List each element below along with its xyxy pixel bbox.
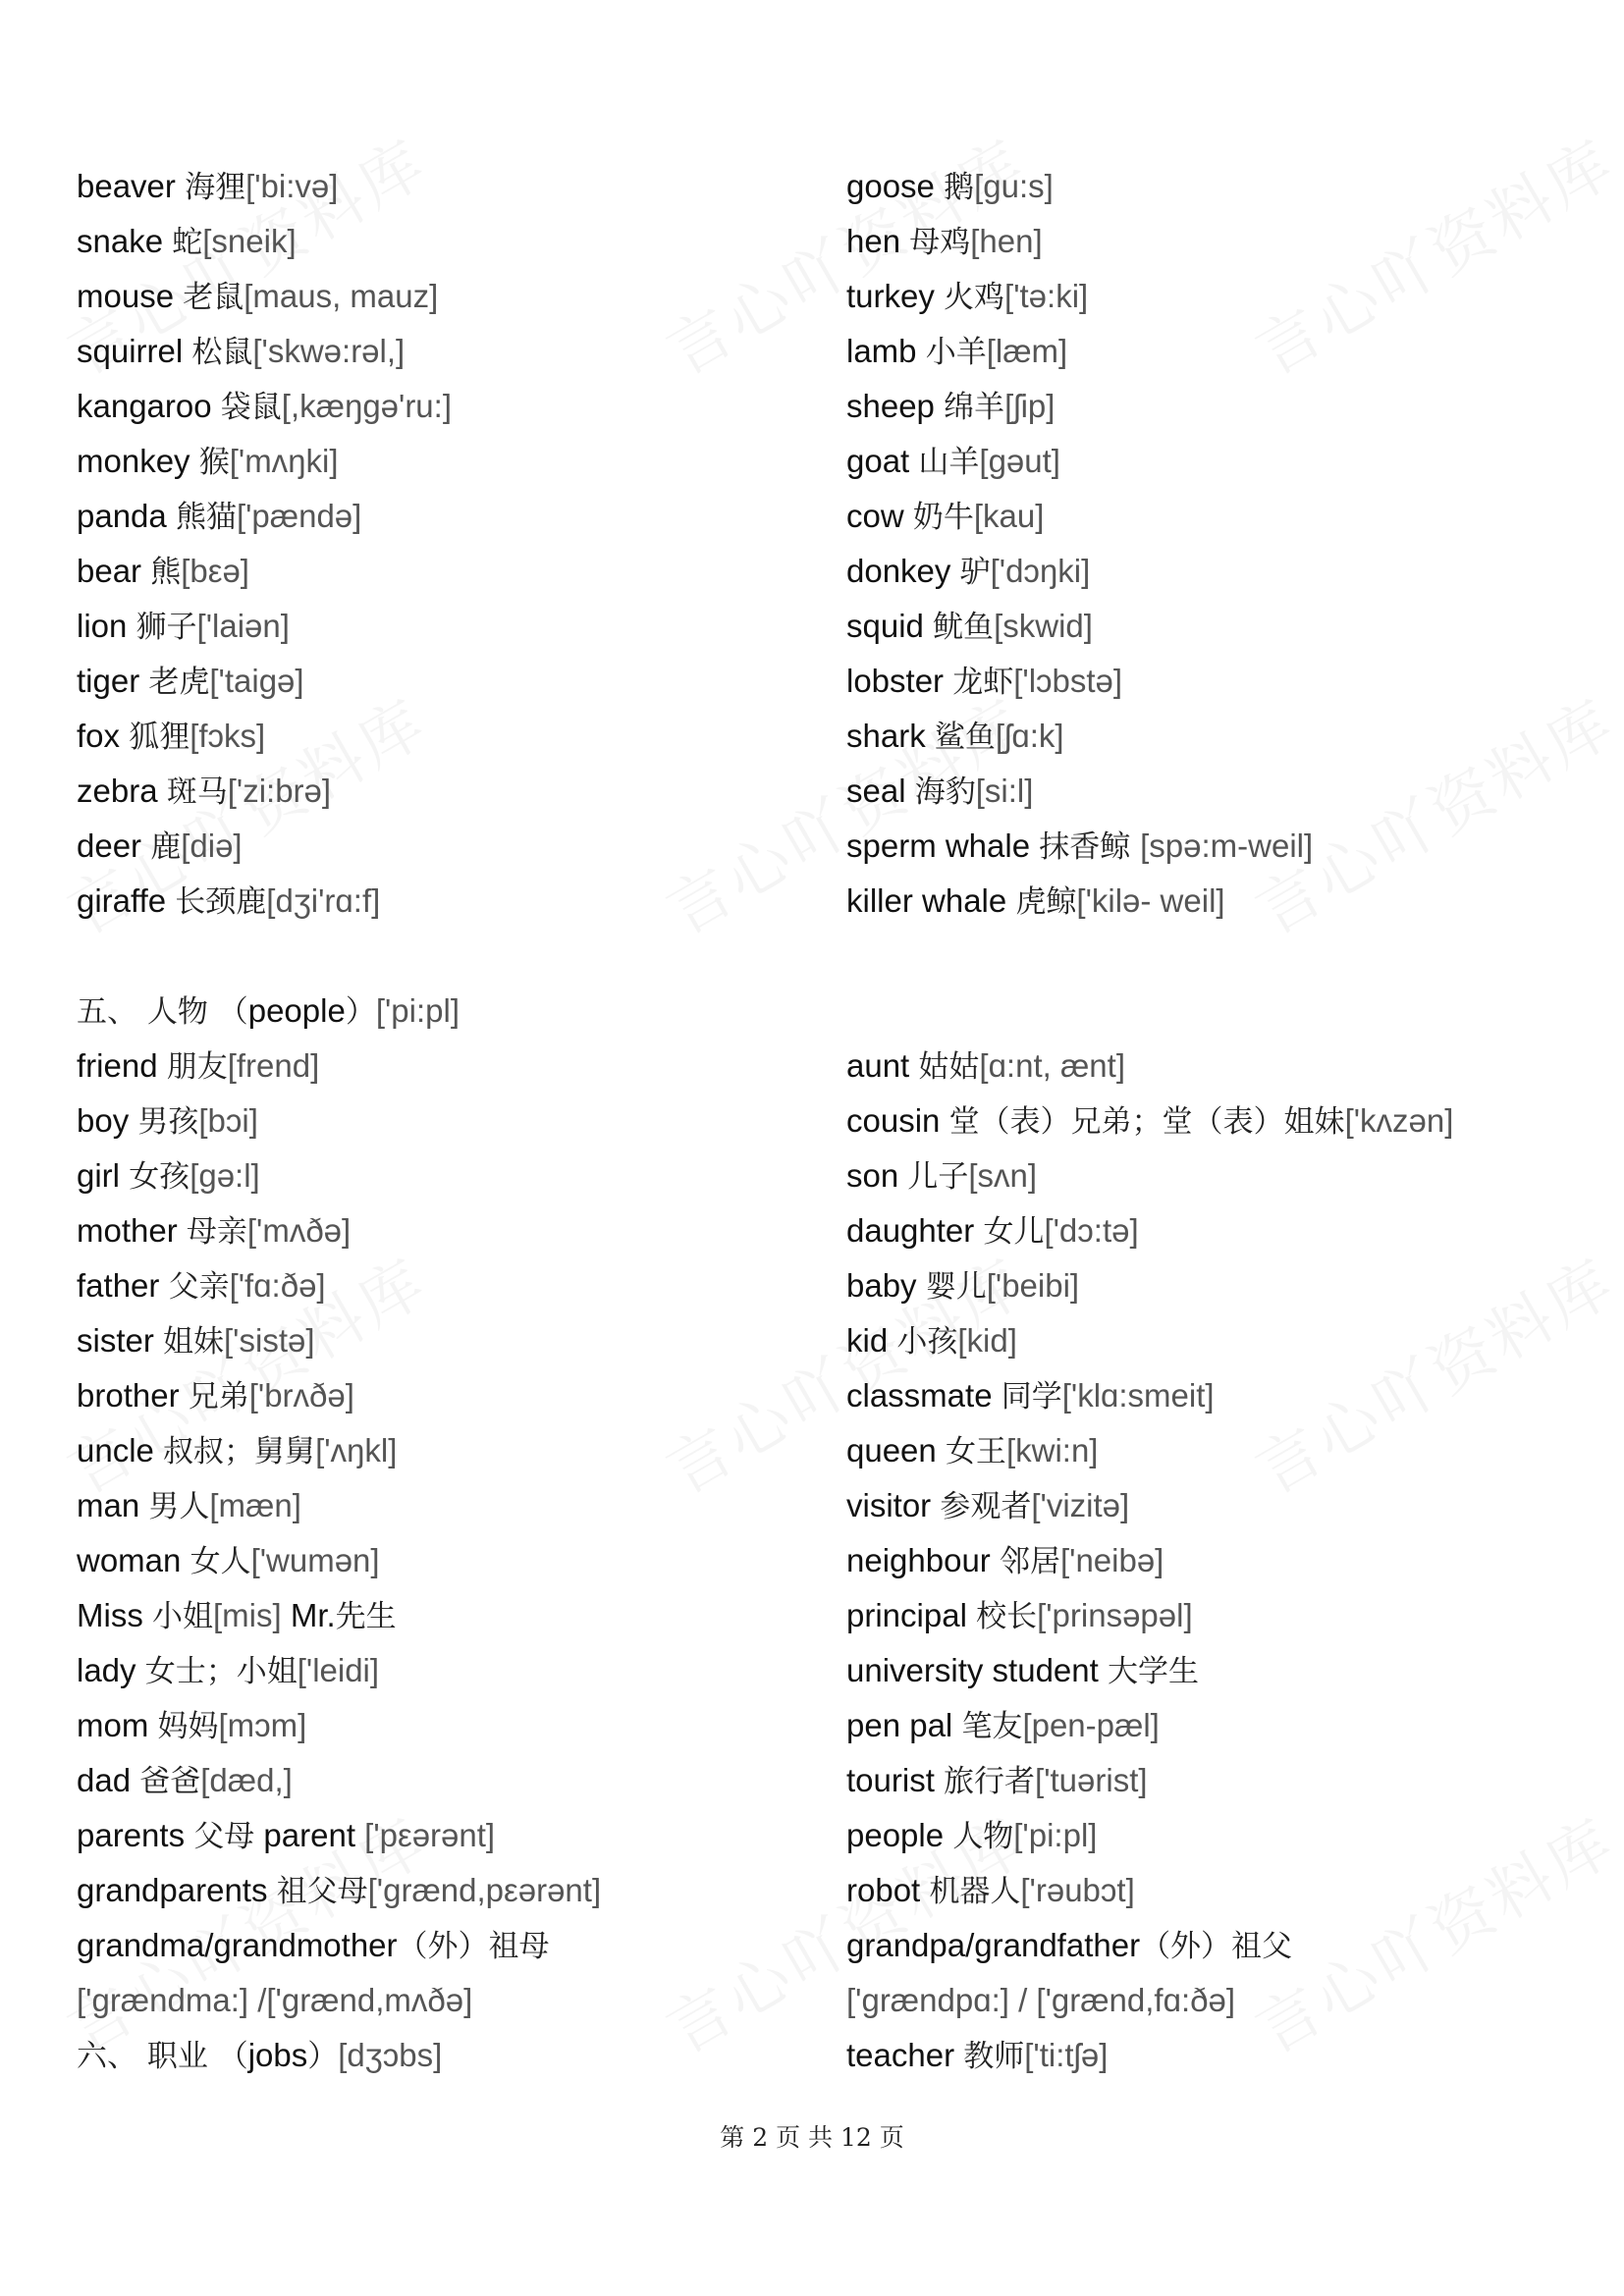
english-word: lamb bbox=[846, 333, 926, 369]
english-word: neighbour bbox=[846, 1542, 1000, 1578]
chinese-meaning: 火鸡 bbox=[944, 280, 1005, 315]
phonetic: ['rəubɔt] bbox=[1020, 1872, 1135, 1908]
phonetic: [sneik] bbox=[202, 223, 297, 259]
phonetic: ['skwə:rəl,] bbox=[252, 333, 406, 369]
word-entry bbox=[846, 772, 1033, 811]
english-word: shark bbox=[846, 718, 935, 754]
phonetic: ['taigə] bbox=[209, 663, 304, 699]
phonetic: [gəut] bbox=[979, 443, 1060, 479]
word-entry bbox=[846, 1706, 1160, 1745]
english-word: cousin bbox=[846, 1102, 949, 1139]
word-entry bbox=[846, 1981, 1235, 2020]
chinese-meaning: 堂（表）兄弟；堂（表）姐妹 bbox=[948, 1104, 1345, 1140]
phonetic: ['tə:ki] bbox=[1004, 278, 1089, 314]
english-word: classmate bbox=[846, 1377, 1001, 1414]
phonetic: ['brʌðə] bbox=[248, 1377, 354, 1414]
english-word: jobs bbox=[247, 2037, 308, 2073]
phonetic: ['dɔ:tə] bbox=[1044, 1212, 1139, 1249]
chinese-meaning: 鲨鱼 bbox=[934, 720, 996, 755]
word-entry bbox=[846, 2036, 1108, 2075]
phonetic: [ɑ:nt, ænt] bbox=[979, 1047, 1125, 1084]
chinese-meaning: 参观者 bbox=[940, 1489, 1032, 1524]
english-word: sperm whale bbox=[846, 828, 1040, 864]
chinese-meaning: 朋友 bbox=[166, 1049, 228, 1085]
english-word: university student bbox=[846, 1652, 1108, 1688]
english-word: killer whale bbox=[846, 882, 1016, 919]
word-entry bbox=[846, 442, 1060, 481]
phonetic: ['wumən] bbox=[250, 1542, 380, 1578]
phonetic: ['bi:və] bbox=[245, 168, 339, 204]
word-entry bbox=[77, 277, 438, 316]
word-entry bbox=[846, 1101, 1453, 1141]
watermark-text bbox=[1237, 1233, 1624, 1512]
chinese-meaning: 笔友 bbox=[961, 1709, 1023, 1744]
word-entry bbox=[846, 222, 1043, 261]
chinese-meaning: 小姐 bbox=[152, 1599, 213, 1634]
word-entry bbox=[846, 1541, 1164, 1580]
phonetic: [dæd,] bbox=[200, 1762, 293, 1798]
word-entry bbox=[77, 1321, 315, 1361]
word-entry bbox=[846, 332, 1067, 371]
english-word: girl bbox=[77, 1157, 130, 1194]
chinese-meaning: 大学生 bbox=[1107, 1654, 1199, 1689]
english-word: squirrel bbox=[77, 333, 192, 369]
phonetic: [mɔm] bbox=[218, 1707, 307, 1743]
english-word: beaver bbox=[77, 168, 186, 204]
phonetic: [læm] bbox=[986, 333, 1068, 369]
chinese-meaning: 兄弟 bbox=[188, 1379, 249, 1415]
chinese-meaning: 人物 bbox=[952, 1819, 1014, 1854]
chinese-meaning: 父亲 bbox=[168, 1269, 230, 1305]
chinese-meaning: 女人 bbox=[189, 1544, 251, 1579]
english-word: monkey bbox=[77, 443, 199, 479]
phonetic: ['pi:pl] bbox=[1013, 1817, 1098, 1853]
english-word: goose bbox=[846, 168, 945, 204]
word-entry bbox=[846, 497, 1044, 536]
word-entry bbox=[846, 607, 1093, 646]
word-entry bbox=[77, 1541, 380, 1580]
phonetic: [si:l] bbox=[975, 773, 1034, 809]
phonetic: ['pεərənt] bbox=[364, 1817, 496, 1853]
phonetic: [sʌn] bbox=[968, 1157, 1038, 1194]
word-entry bbox=[846, 1376, 1215, 1415]
english-word: deer bbox=[77, 828, 151, 864]
phonetic: [diə] bbox=[181, 828, 243, 864]
english-word: daughter bbox=[846, 1212, 984, 1249]
phonetic: ['laiən] bbox=[196, 608, 290, 644]
english-word: principal bbox=[846, 1597, 977, 1633]
english-word: brother bbox=[77, 1377, 189, 1414]
word-entry bbox=[846, 1266, 1079, 1306]
english-word: robot bbox=[846, 1872, 930, 1908]
chinese-meaning: 龙虾 bbox=[952, 665, 1014, 700]
chinese-meaning: 绵羊 bbox=[944, 390, 1005, 425]
chinese-meaning: 邻居 bbox=[999, 1544, 1060, 1579]
phonetic: ['grændma:] /['grænd,mʌðə] bbox=[77, 1982, 473, 2018]
english-word: mouse bbox=[77, 278, 184, 314]
phonetic: ['vizitə] bbox=[1031, 1487, 1130, 1523]
chinese-meaning: 婴儿 bbox=[925, 1269, 987, 1305]
english-word: cow bbox=[846, 498, 913, 534]
english-word: grandpa/grandfather bbox=[846, 1927, 1141, 1963]
chinese-meaning: 女儿 bbox=[983, 1214, 1045, 1250]
word-entry bbox=[77, 772, 331, 811]
page-footer: 第 2 页 共 12 页 bbox=[720, 2123, 904, 2152]
word-entry bbox=[77, 1211, 351, 1251]
chinese-meaning: （外）祖母 bbox=[397, 1929, 550, 1964]
phonetic: [fɔks] bbox=[189, 718, 266, 754]
phonetic: [ʃip] bbox=[1004, 388, 1056, 424]
english-word: son bbox=[846, 1157, 908, 1194]
english-word: lobster bbox=[846, 663, 953, 699]
english-word: donkey bbox=[846, 553, 960, 589]
word-entry bbox=[846, 1871, 1135, 1910]
chinese-meaning: 父母 bbox=[193, 1819, 255, 1854]
word-entry bbox=[846, 1211, 1139, 1251]
english-word: fox bbox=[77, 718, 130, 754]
english-word: parents bbox=[77, 1817, 194, 1853]
english-word: sister bbox=[77, 1322, 164, 1359]
chinese-meaning: 鱿鱼 bbox=[933, 610, 995, 645]
chinese-meaning: 男孩 bbox=[137, 1104, 199, 1140]
chinese-meaning: 斑马 bbox=[166, 774, 228, 810]
english-word: bear bbox=[77, 553, 151, 589]
phonetic: [kau] bbox=[973, 498, 1045, 534]
phonetic: ['beibi] bbox=[986, 1267, 1080, 1304]
chinese-meaning: 儿子 bbox=[907, 1159, 969, 1195]
word-entry bbox=[77, 1871, 601, 1910]
phonetic: ['fɑ:ðə] bbox=[229, 1267, 326, 1304]
english-word: giraffe bbox=[77, 882, 176, 919]
word-entry bbox=[77, 1596, 397, 1635]
phonetic: ['zi:brə] bbox=[227, 773, 332, 809]
phonetic: [mæn] bbox=[209, 1487, 301, 1523]
word-entry bbox=[77, 1266, 326, 1306]
english-word: Mr. bbox=[281, 1597, 336, 1633]
word-entry bbox=[77, 1816, 495, 1855]
word-entry bbox=[77, 387, 452, 426]
english-word: uncle bbox=[77, 1432, 164, 1468]
word-entry bbox=[77, 442, 339, 481]
phonetic: [pen-pæl] bbox=[1022, 1707, 1160, 1743]
chinese-meaning: 先生 bbox=[335, 1599, 397, 1634]
english-word: Miss bbox=[77, 1597, 152, 1633]
word-entry bbox=[77, 1486, 301, 1525]
phonetic: ['mʌŋki] bbox=[229, 443, 339, 479]
chinese-meaning: （外）祖父 bbox=[1140, 1929, 1293, 1964]
phonetic: ['kʌzən] bbox=[1344, 1102, 1454, 1139]
chinese-meaning: 虎鲸 bbox=[1015, 884, 1077, 920]
chinese-meaning: 女士；小姐 bbox=[144, 1654, 298, 1689]
english-word: panda bbox=[77, 498, 176, 534]
chinese-meaning: 女孩 bbox=[129, 1159, 190, 1195]
chinese-meaning: 祖父母 bbox=[276, 1874, 368, 1909]
chinese-meaning: 机器人 bbox=[929, 1874, 1021, 1909]
word-entry bbox=[846, 1816, 1097, 1855]
chinese-meaning: 老虎 bbox=[148, 665, 210, 700]
phonetic: [bεə] bbox=[181, 553, 249, 589]
word-entry bbox=[77, 1981, 472, 2020]
word-entry bbox=[846, 827, 1313, 866]
chinese-meaning: 袋鼠 bbox=[220, 390, 282, 425]
english-word: grandma/grandmother bbox=[77, 1927, 398, 1963]
phonetic: [dʒi'rɑ:f] bbox=[266, 882, 381, 919]
phonetic: [ʃɑ:k] bbox=[995, 718, 1064, 754]
watermark-text bbox=[1237, 1792, 1624, 2071]
word-entry bbox=[77, 827, 243, 866]
word-entry bbox=[846, 1486, 1129, 1525]
word-entry bbox=[846, 1761, 1148, 1800]
chinese-meaning: 山羊 bbox=[918, 445, 980, 480]
chinese-meaning: 松鼠 bbox=[191, 335, 253, 370]
english-word: hen bbox=[846, 223, 910, 259]
phonetic: ['neibə] bbox=[1059, 1542, 1164, 1578]
chinese-meaning: 奶牛 bbox=[912, 500, 974, 535]
phonetic: ['lɔbstə] bbox=[1013, 663, 1123, 699]
chinese-meaning: 海豹 bbox=[914, 774, 976, 810]
english-word: man bbox=[77, 1487, 149, 1523]
word-entry bbox=[846, 552, 1090, 591]
word-entry bbox=[846, 1651, 1199, 1690]
phonetic: [gu:s] bbox=[974, 168, 1054, 204]
chinese-meaning: 同学 bbox=[1001, 1379, 1062, 1415]
phonetic: [maus, mauz] bbox=[244, 278, 439, 314]
chinese-meaning: 女王 bbox=[945, 1434, 1006, 1469]
chinese-meaning: 叔叔；舅舅 bbox=[163, 1434, 316, 1469]
phonetic: [spə:m-weil] bbox=[1140, 828, 1314, 864]
phonetic: ['grænd,pεərənt] bbox=[367, 1872, 602, 1908]
phonetic: ['tuərist] bbox=[1035, 1762, 1148, 1798]
word-entry bbox=[846, 277, 1088, 316]
phonetic: ['grændpɑ:] / ['grænd,fɑ:ðə] bbox=[846, 1982, 1235, 2018]
word-entry bbox=[846, 387, 1055, 426]
english-word: zebra bbox=[77, 773, 167, 809]
chinese-meaning: 熊 bbox=[150, 555, 182, 590]
word-entry bbox=[846, 1431, 1098, 1470]
english-word: teacher bbox=[846, 2037, 964, 2073]
english-word: snake bbox=[77, 223, 173, 259]
word-entry bbox=[77, 1926, 550, 1965]
word-entry bbox=[77, 607, 290, 646]
word-entry bbox=[77, 552, 249, 591]
word-entry bbox=[846, 1321, 1017, 1361]
phonetic: ['pændə] bbox=[236, 498, 362, 534]
chinese-meaning: 姑姑 bbox=[918, 1049, 980, 1085]
word-entry bbox=[77, 717, 265, 756]
chinese-meaning: 男人 bbox=[148, 1489, 210, 1524]
phonetic: [mis] bbox=[213, 1597, 282, 1633]
english-word: lion bbox=[77, 608, 136, 644]
phonetic: [bɔi] bbox=[198, 1102, 258, 1139]
chinese-meaning: 狮子 bbox=[135, 610, 197, 645]
chinese-meaning: 小羊 bbox=[925, 335, 987, 370]
english-word: woman bbox=[77, 1542, 190, 1578]
word-entry bbox=[77, 1156, 260, 1196]
word-entry bbox=[77, 497, 361, 536]
phonetic: [hen] bbox=[970, 223, 1043, 259]
word-entry bbox=[846, 1156, 1037, 1196]
word-entry bbox=[77, 1761, 293, 1800]
english-word: people bbox=[247, 992, 346, 1029]
chinese-meaning: 抹香鲸 bbox=[1039, 829, 1141, 865]
word-entry bbox=[77, 1651, 379, 1690]
phonetic: [dʒɔbs] bbox=[338, 2037, 443, 2073]
chinese-meaning: 小孩 bbox=[896, 1324, 958, 1360]
word-entry bbox=[846, 167, 1054, 206]
phonetic: ['sistə] bbox=[224, 1322, 315, 1359]
english-word: parent bbox=[254, 1817, 365, 1853]
word-entry bbox=[846, 1596, 1193, 1635]
english-word: aunt bbox=[846, 1047, 919, 1084]
phonetic: [gə:l] bbox=[189, 1157, 260, 1194]
watermark-text bbox=[1237, 114, 1624, 393]
english-word: lady bbox=[77, 1652, 145, 1688]
chinese-meaning: 鹅 bbox=[944, 170, 975, 205]
word-entry bbox=[77, 167, 338, 206]
chinese-meaning: 蛇 bbox=[172, 225, 203, 260]
chinese-meaning: 狐狸 bbox=[129, 720, 190, 755]
word-entry bbox=[77, 222, 297, 261]
phonetic: ['leidi] bbox=[297, 1652, 380, 1688]
chinese-meaning: 熊猫 bbox=[175, 500, 237, 535]
english-word: mother bbox=[77, 1212, 187, 1249]
english-word: dad bbox=[77, 1762, 140, 1798]
word-entry bbox=[77, 1431, 397, 1470]
english-word: grandparents bbox=[77, 1872, 277, 1908]
chinese-meaning: 教师 bbox=[963, 2039, 1025, 2074]
phonetic: [kwi:n] bbox=[1005, 1432, 1099, 1468]
section-heading bbox=[77, 991, 460, 1031]
chinese-meaning: 五、 人物 （ bbox=[77, 994, 248, 1030]
word-entry bbox=[846, 1926, 1292, 1965]
word-entry bbox=[77, 1046, 319, 1086]
word-entry bbox=[77, 332, 405, 371]
chinese-meaning: 母鸡 bbox=[909, 225, 971, 260]
word-entry bbox=[846, 881, 1225, 921]
english-word: tiger bbox=[77, 663, 149, 699]
phonetic: ['prinsəpəl] bbox=[1037, 1597, 1193, 1633]
english-word: kid bbox=[846, 1322, 897, 1359]
english-word: squid bbox=[846, 608, 934, 644]
chinese-meaning: 六、 职业 （ bbox=[77, 2039, 248, 2074]
chinese-meaning: 鹿 bbox=[150, 829, 182, 865]
chinese-meaning: 海狸 bbox=[185, 170, 246, 205]
english-word: visitor bbox=[846, 1487, 941, 1523]
chinese-meaning: ） bbox=[307, 2039, 339, 2074]
english-word: tourist bbox=[846, 1762, 945, 1798]
english-word: goat bbox=[846, 443, 919, 479]
phonetic: ['klɑ:smeit] bbox=[1061, 1377, 1215, 1414]
watermark-text bbox=[1237, 673, 1624, 952]
phonetic: [kid] bbox=[957, 1322, 1017, 1359]
english-word: seal bbox=[846, 773, 915, 809]
chinese-meaning: 猴 bbox=[198, 445, 230, 480]
phonetic: [frend] bbox=[227, 1047, 320, 1084]
phonetic: ['pi:pl] bbox=[375, 992, 460, 1029]
english-word: mom bbox=[77, 1707, 158, 1743]
english-word: people bbox=[846, 1817, 953, 1853]
chinese-meaning: 驴 bbox=[959, 555, 991, 590]
english-word: baby bbox=[846, 1267, 926, 1304]
chinese-meaning: 老鼠 bbox=[183, 280, 244, 315]
english-word: boy bbox=[77, 1102, 138, 1139]
word-entry bbox=[846, 662, 1122, 701]
chinese-meaning: 母亲 bbox=[186, 1214, 247, 1250]
english-word: sheep bbox=[846, 388, 945, 424]
word-entry bbox=[77, 1706, 306, 1745]
english-word: turkey bbox=[846, 278, 945, 314]
chinese-meaning: ） bbox=[345, 994, 376, 1030]
phonetic: ['dɔŋki] bbox=[990, 553, 1091, 589]
phonetic: ['mʌðə] bbox=[246, 1212, 352, 1249]
word-entry bbox=[846, 1046, 1125, 1086]
word-entry bbox=[77, 1101, 258, 1141]
word-entry bbox=[77, 881, 380, 921]
chinese-meaning: 姐妹 bbox=[163, 1324, 225, 1360]
phonetic: ['kilə- weil] bbox=[1076, 882, 1225, 919]
english-word: queen bbox=[846, 1432, 946, 1468]
phonetic: ['ti:tʃə] bbox=[1024, 2037, 1109, 2073]
chinese-meaning: 爸爸 bbox=[139, 1764, 201, 1799]
english-word: kangaroo bbox=[77, 388, 221, 424]
word-entry bbox=[77, 662, 304, 701]
chinese-meaning: 妈妈 bbox=[157, 1709, 219, 1744]
phonetic: [skwid] bbox=[994, 608, 1093, 644]
english-word: father bbox=[77, 1267, 169, 1304]
chinese-meaning: 长颈鹿 bbox=[175, 884, 267, 920]
word-entry bbox=[77, 1376, 354, 1415]
word-entry bbox=[846, 717, 1064, 756]
phonetic: [,kæŋgə'ru:] bbox=[281, 388, 452, 424]
chinese-meaning: 校长 bbox=[976, 1599, 1038, 1634]
section-heading bbox=[77, 2036, 442, 2075]
english-word: friend bbox=[77, 1047, 167, 1084]
phonetic: ['ʌŋkl] bbox=[315, 1432, 398, 1468]
chinese-meaning: 旅行者 bbox=[944, 1764, 1036, 1799]
english-word: pen pal bbox=[846, 1707, 962, 1743]
